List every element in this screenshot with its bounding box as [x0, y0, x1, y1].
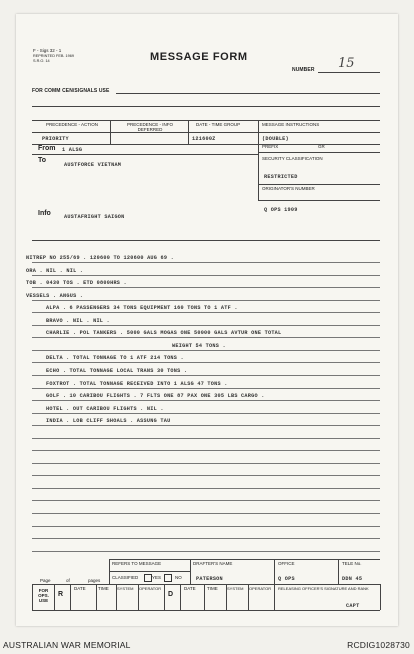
precedence-info-header: PRECEDENCE - INFO DEFERRED	[126, 122, 173, 132]
to-value: AUSTFORCE VIETNAM	[64, 162, 122, 168]
message-line: VESSELS . ANGUS .	[26, 292, 84, 299]
date-time-group-value: 121600Z	[192, 136, 216, 142]
number-value: 15	[338, 56, 355, 71]
r-time-label: TIME	[98, 586, 109, 591]
of-label: of	[66, 578, 70, 583]
message-line: TOB . 0430 TOS . ETD 0800HRS .	[26, 280, 127, 287]
comm-cen-label: FOR COMM CEN/SIGNALS USE	[32, 88, 110, 94]
security-classification-value: RESTRICTED	[264, 174, 298, 180]
reprint-note: REPRINTED FEB. 1969	[33, 54, 74, 58]
prefix-label: PREFIX	[262, 144, 279, 149]
tele-no-value: DDN 45	[342, 576, 363, 582]
drafters-name-label: DRAFTER'S NAME	[193, 561, 233, 566]
message-line: INDIA . LOB CLIFF SHOALS . ASSUNG TAU	[46, 418, 171, 425]
info-label: Info	[38, 210, 51, 217]
message-line: CHARLIE . POL TANKERS . 5000 GALS MOGAS ONE 50000 GALS AVTUR ONE TOTAL	[46, 330, 282, 337]
r-date-label: DATE	[74, 586, 86, 591]
date-time-group-header: DATE - TIME GROUP	[196, 122, 241, 127]
from-label: From	[38, 145, 56, 152]
message-line: BRAVO . NIL . NIL .	[46, 317, 110, 324]
releasing-officer-value: CAPT	[346, 603, 360, 609]
security-classification-label: SECURITY CLASSIFICATION	[262, 156, 323, 161]
archive-caption: AUSTRALIAN WAR MEMORIAL	[3, 640, 131, 650]
message-line: NITREP NO 255/69 . 120600 TO 120600 AUG 69 .	[26, 255, 174, 261]
from-value: 1 ALSG	[62, 147, 83, 153]
r-label: R	[58, 591, 64, 598]
releasing-officer-label: RELEASING OFFICER'S SIGNATURE AND RANK	[278, 586, 369, 591]
message-line: ECHO . TOTAL TONNAGE LOCAL TRANS 30 TONS .	[46, 367, 188, 374]
message-line: ORA . NIL . NIL .	[26, 267, 84, 274]
for-ops-use-label: FOR OPS. USE	[38, 588, 49, 603]
office-label: OFFICE	[278, 561, 295, 566]
message-line: ALPA . 6 PASSENGERS 34 TONS EQUIPMENT 160 TONS TO 1 ATF .	[46, 305, 238, 312]
classified-label: CLASSIFIED	[112, 575, 139, 580]
office-value: Q OPS	[278, 576, 295, 582]
yes-label: YES	[152, 575, 162, 580]
classified-yes-checkbox[interactable]	[144, 574, 152, 582]
message-line: GOLF . 10 CARIBOU FLIGHTS . 7 FLTS ONE 87 PAX ONE 305 LBS CARGO .	[46, 393, 265, 400]
message-form-sheet	[16, 14, 398, 626]
gr-label: GR	[318, 144, 325, 149]
to-label: To	[38, 157, 47, 164]
message-instructions-header: MESSAGE INSTRUCTIONS	[262, 122, 320, 127]
classified-no-checkbox[interactable]	[164, 574, 172, 582]
no-label: NO	[175, 575, 182, 580]
d-system-label: SYSTEM	[227, 586, 244, 591]
archive-id: RCDIG1028730	[347, 640, 410, 650]
d-date-label: DATE	[184, 586, 196, 591]
d-time-label: TIME	[207, 586, 218, 591]
originators-number-label: ORIGINATOR'S NUMBER	[262, 186, 315, 191]
info-value: AUSTAFRIGHT SAIGON	[64, 214, 125, 220]
r-operator-label: OPERATOR	[139, 586, 162, 591]
pages-label: pages	[88, 578, 101, 583]
message-instructions-value: (DOUBLE)	[262, 136, 289, 142]
d-label: D	[168, 591, 174, 598]
tele-no-label: TELE No.	[342, 561, 362, 566]
stores-note: S.R.O. 14	[33, 59, 50, 63]
page-label: Page	[40, 578, 51, 583]
originators-number-value: Q OPS 1909	[264, 207, 298, 213]
message-line: DELTA . TOTAL TONNAGE TO 1 ATF 214 TONS .	[46, 355, 184, 362]
message-line: WEIGHT 54 TONS .	[172, 342, 226, 349]
form-title: MESSAGE FORM	[150, 51, 248, 63]
number-label: NUMBER	[292, 67, 315, 73]
precedence-action-header: PRECEDENCE - ACTION	[46, 122, 99, 127]
r-system-label: SYSTEM	[117, 586, 134, 591]
refers-to-message-label: REFERS TO MESSAGE	[112, 561, 162, 566]
precedence-action-value: PRIORITY	[42, 136, 69, 142]
drafters-name-value: PATERSON	[196, 576, 223, 582]
form-reference-code: F - Sigs 32 - 1	[33, 48, 62, 53]
message-line: FOXTROT . TOTAL TONNAGE RECEIVED INTO 1 ALSG 47 TONS .	[46, 380, 228, 387]
d-operator-label: OPERATOR	[249, 586, 272, 591]
message-line: HOTEL . OUT CARIBOU FLIGHTS . NIL .	[46, 405, 164, 412]
